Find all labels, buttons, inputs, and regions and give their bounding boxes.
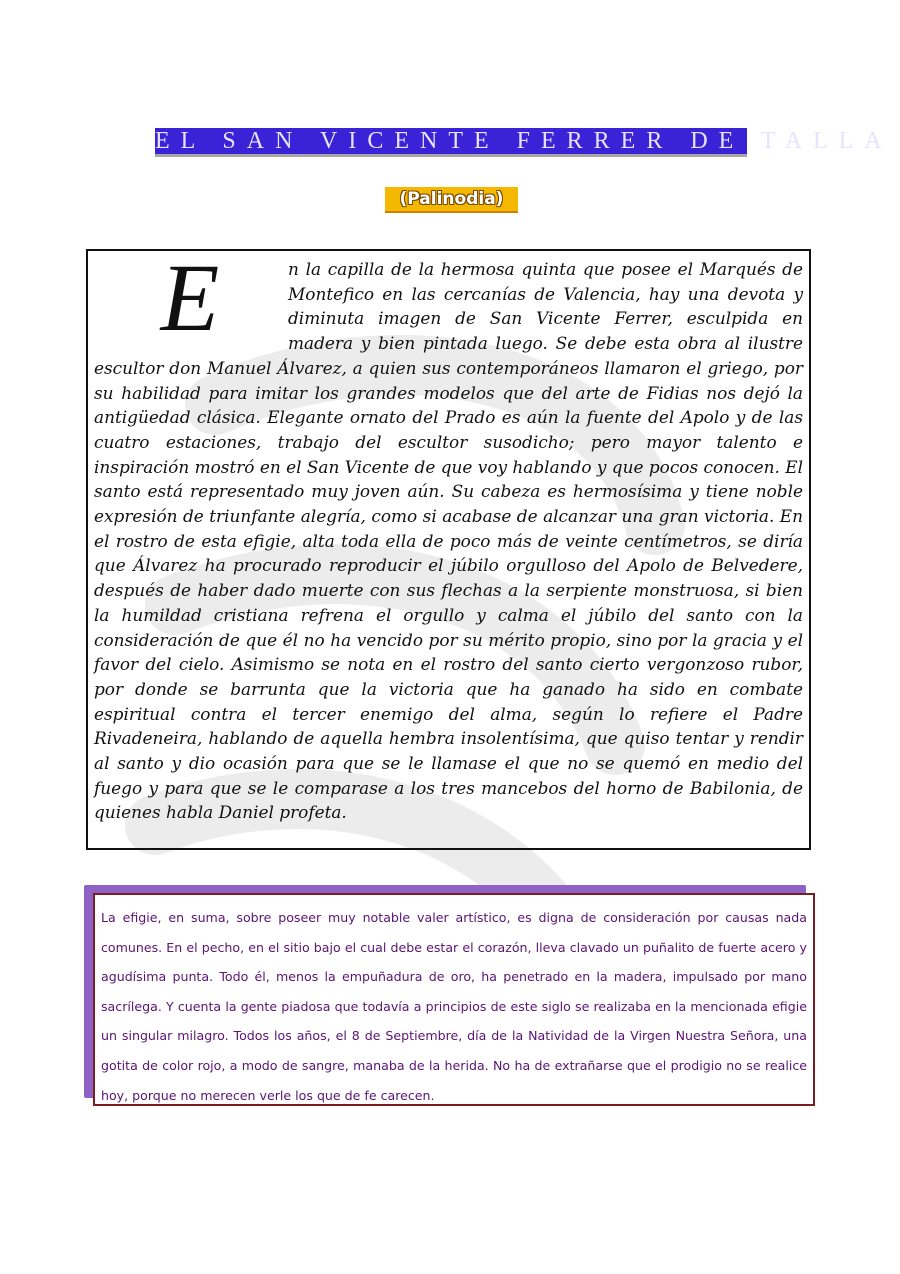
main-paragraph-text: n la capilla de la hermosa quinta que posee el Marqués de Montefico en las cercanías de Valencia, hay una devota y diminuta imagen de San Vicente Ferrer, esculpida en madera y bien pintada luego. Se debe esta obra al ilustre escultor don Manuel Álvarez, a quien sus contemporáneos llamaron el griego, por su habilidad para imitar los grandes modelos que del arte de Fidias nos dejó la antigüedad clásica. Elegante ornato del Prado es aún la fuente del Apolo y de las cuatro estaciones, trabajo del escultor susodicho; pero mayor talento e inspiración mostró en el San Vicente de que voy hablando y que pocos conocen. El santo está representado muy joven aún. Su cabeza es hermosísima y tiene noble expresión de triunfante alegría, como si acabase de alcanzar una gran victoria. En el rostro de esta efigie, alta toda ella de poco más de veinte centímetros, se diría que Álvarez ha procurado reproducir el júbilo orgulloso del Apolo de Belvedere, después de haber dado muerte con sus flechas a la serpiente monstruosa, si bien la humildad cristiana refrena el orgullo y calma el júbilo del santo con la consideración de que él no ha vencido por su mérito propio, sino por la gracia y el favor del cielo. Asimismo se nota en el rostro del santo cierto vergonzoso rubor, por donde se barrunta que la victoria que ha ganado ha sido en combate espiritual contra el tercer enemigo del alma, según lo refiere el Padre Rivadeneira, hablando de aquella hembra insolentísima, que quiso tentar y rendir al santo y dio ocasión para que se le llamase el que no se quemó en medio del fuego y para que se le comparase a los tres mancebos del horno de Babilonia, de quienes habla Daniel profeta. [94, 259, 803, 823]
drop-cap: E [160, 244, 220, 351]
document-subtitle: (Palinodia) [385, 187, 518, 213]
main-text-box [86, 244, 811, 850]
main-paragraph [94, 244, 803, 825]
second-text-box [93, 893, 815, 1106]
second-paragraph: La efigie, en suma, sobre poseer muy notable valer artístico, es digna de consideración por causas nada comunes. En el pecho, en el sitio bajo el cual debe estar el corazón, lleva clavado un puñalito de fuerte acero y agudísima punta. Todo él, menos la empuñadura de oro, ha penetrado en la madera, impulsado por mano sacrílega. Y cuenta la gente piadosa que todavía a principios de este siglo se realizaba en la mencionada efigie un singular milagro. Todos los años, el 8 de Septiembre, día de la Natividad de la Virgen Nuestra Señora, una gotita de color rojo, a modo de sangre, manaba de la herida. No ha de extrañarse que el prodigio no se realice hoy, porque no merecen verle los que de fe carecen. [101, 910, 807, 1103]
document-title: EL SAN VICENTE FERRER DE TALLA [155, 128, 747, 157]
